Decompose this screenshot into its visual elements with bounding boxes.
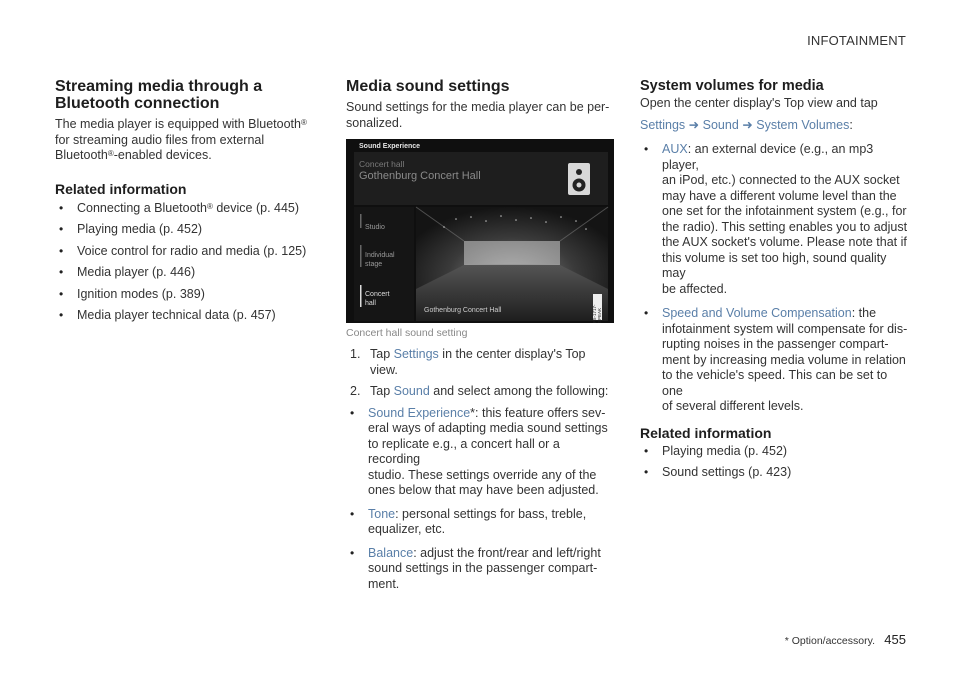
system-volumes-section [640,78,908,487]
volume-options-list [640,142,908,415]
related-link[interactable]: • Playing media (p. 452) [640,444,908,460]
page-number: 455 [884,632,906,647]
related-link[interactable]: • Media player (p. 446) [55,265,310,281]
step-item: 1. Tap Settings in the center display's Top view. [350,347,586,377]
hall-caption: Gothenburg Concert Hall [424,307,502,314]
path-settings[interactable]: Settings [640,117,686,132]
screen-small-label: Concert hall [359,159,405,169]
related-link[interactable]: • Connecting a Bluetooth® device (p. 445) [55,201,310,217]
registered-mark: ® [107,149,114,158]
screen-large-label: Gothenburg Concert Hall [359,170,481,182]
footnote: * Option/accessory. [784,635,875,647]
related-link[interactable]: • Media player technical data (p. 457) [55,308,310,324]
section-intro: Open the center display's Top view and tap [640,96,878,110]
related-link[interactable]: • Ignition modes (p. 389) [55,287,310,303]
menu-marker-active [360,285,362,307]
steps-list [346,347,614,400]
option-aux: • AUX: an external device (e.g., an mp3 player, an iPod, etc.) connected to the AUX socket may have a different volume level than the one set for the infotainment system (e.g., for the radio). This setting enables you to adjust the AUX socket's volume. Please note that if this volume is set too high, sound quality may be affected. [640,142,908,297]
section-header: INFOTAINMENT [807,33,906,48]
section-intro [346,100,614,131]
step-item: 2. Tap Sound and select among the following: [350,384,609,398]
menu-item-studio[interactable]: Studio [365,224,385,231]
menu-item-individual-stage[interactable]: Individual stage [365,252,395,268]
option-speed-volume-compensation: • Speed and Volume Compensation: the infotainment system will compensate for dis- rupting noises in the passenger compart- ment by increasing media volume in relation to the vehicle's speed. This can be set to one of several different levels. [640,306,908,415]
arrow-right-icon: ➜ [688,117,700,132]
related-list [55,201,310,324]
menu-item-concert-hall[interactable]: Concert hall [365,291,390,307]
intro-line: sonalized. [346,115,403,130]
path-system-volumes[interactable]: System Volumes [756,117,850,132]
screen-top-label: Sound Experience [359,143,421,150]
speed-volume-compensation-link[interactable]: Speed and Volume Compensation [662,306,852,320]
menu-marker [360,214,362,228]
hall-stage-wall [464,241,560,265]
speaker-icon [568,163,590,195]
sound-experience-screenshot [346,139,614,323]
intro-text: for streaming audio files from external [55,132,265,147]
tone-link[interactable]: Tone [368,506,396,521]
menu-path: Settings ➜ Sound ➜ System Volumes: [640,117,853,132]
aux-link[interactable]: AUX [662,142,688,156]
media-sound-settings-section [346,78,614,598]
option-sound-experience: • Sound Experience*: this feature offers sev- eral ways of adapting media sound settings to replicate e.g., a concert hall or a recording studio. These settings override any of the ones below that may have been adjusted. [346,406,614,499]
section-title-text: Streaming media through a Bluetooth connection [55,78,263,112]
figure-caption: Concert hall sound setting [346,327,468,339]
related-link[interactable]: • Playing media (p. 452) [55,222,310,238]
related-heading: Related information [640,424,772,441]
section-title [55,78,275,112]
settings-link[interactable]: Settings [393,347,439,361]
option-balance: • Balance: adjust the front/rear and left/right sound settings in the passenger compart- ment. [346,546,614,593]
intro-text: The media player is equipped with Bluetooth [55,117,301,131]
intro-text: Bluetooth [55,148,108,162]
related-heading: Related information [55,180,187,197]
code-label: P5-1717-SPEAK [592,304,602,323]
related-link[interactable]: • Sound settings (p. 423) [640,465,908,481]
sound-link[interactable]: Sound [393,384,430,398]
section-title: System volumes for media [640,78,824,94]
balance-link[interactable]: Balance [368,545,414,560]
option-tone: • Tone: personal settings for bass, treble, equalizer, etc. [346,507,614,538]
related-link[interactable]: • Voice control for radio and media (p. 125) [55,244,310,260]
intro-text: -enabled devices. [113,148,212,162]
sound-experience-link[interactable]: Sound Experience [368,405,471,420]
section-intro [55,117,310,164]
related-list [640,444,908,481]
path-sound[interactable]: Sound [702,117,739,132]
arrow-right-icon: ➜ [742,117,753,132]
section-title: Media sound settings [346,78,510,95]
registered-mark: ® [300,118,307,127]
menu-marker [360,245,362,267]
sound-options-list [346,406,614,593]
bluetooth-streaming-section [55,78,310,330]
intro-line: Sound settings for the media player can be per- [346,100,610,114]
